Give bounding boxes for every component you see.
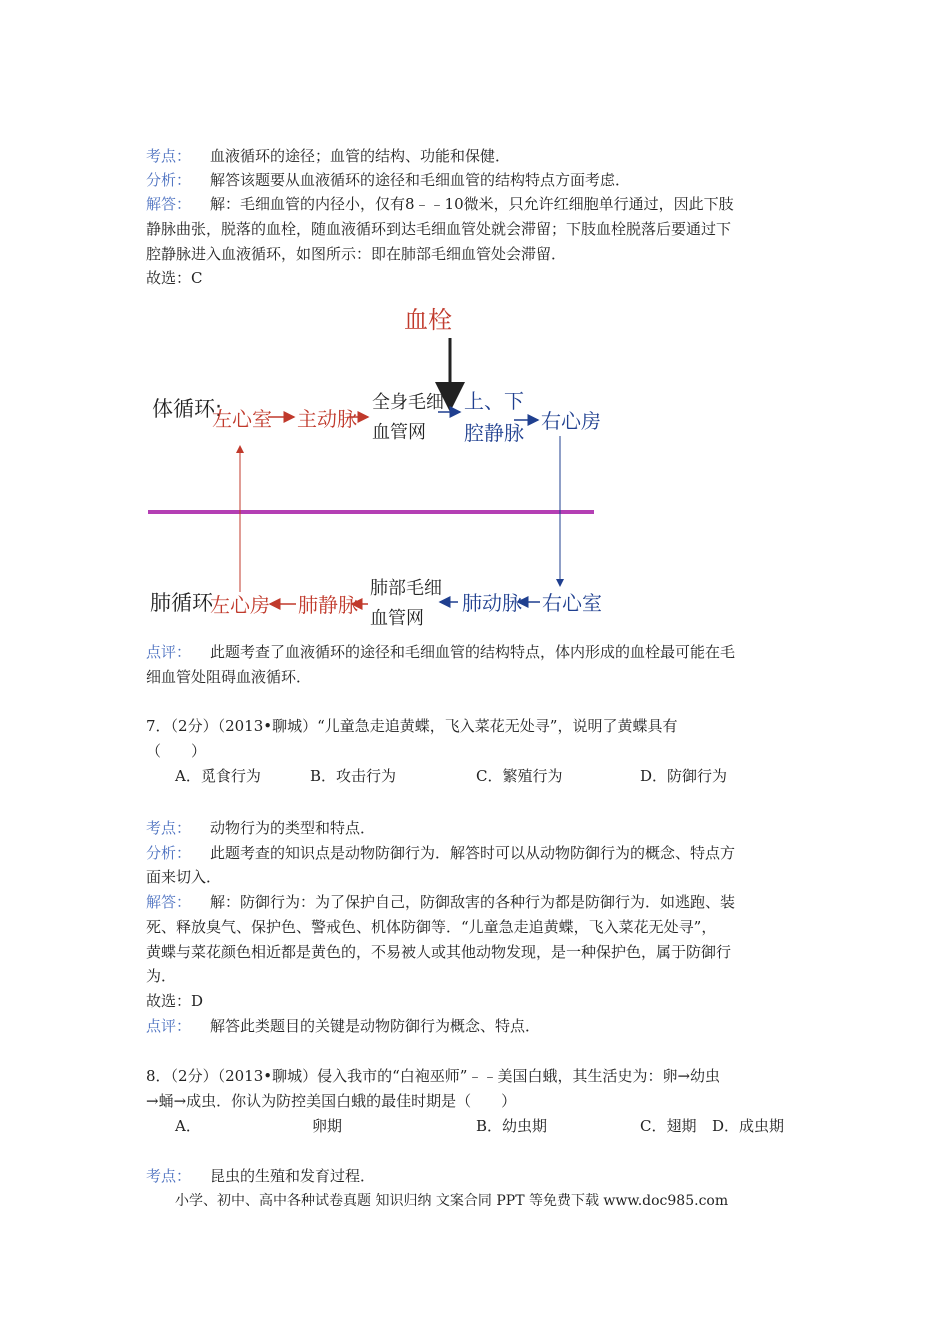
left-atrium: 左心房 bbox=[210, 593, 270, 617]
aorta: 主动脉 bbox=[297, 407, 357, 431]
q8-option-b[interactable]: B．幼虫期 bbox=[476, 1117, 548, 1135]
q7-fenxi-1 bbox=[146, 843, 806, 863]
kaodian-text: 昆虫的生殖和发育过程． bbox=[210, 1167, 376, 1185]
kaodian-text: 血液循环的途径；血管的结构、功能和保健． bbox=[210, 147, 511, 165]
q6-jieda-3: 腔静脉进入血液循环，如图所示：即在肺部毛细血管处会滞留． bbox=[146, 245, 567, 263]
fenxi-label: 分析： bbox=[146, 171, 192, 189]
dianping-text: 解答此类题目的关键是动物防御行为概念、特点． bbox=[210, 1017, 541, 1035]
q7-jieda-3: 黄蝶与菜花颜色相近都是黄色的，不易被人或其他动物发现，是一种保护色，属于防御行 bbox=[146, 943, 732, 961]
q7-fenxi-2: 面来切入． bbox=[146, 868, 222, 886]
fenxi-label: 分析： bbox=[146, 844, 192, 862]
vena-cava-1: 上、下 bbox=[464, 389, 524, 413]
page-footer: 小学、初中、高中各种试卷真题 知识归纳 文案合同 PPT 等免费下载 www.doc985.com bbox=[175, 1193, 729, 1209]
q7-answer: 故选：D bbox=[146, 992, 204, 1010]
q6-kaodian bbox=[146, 146, 806, 166]
q8-option-a-letter[interactable]: A． bbox=[175, 1117, 201, 1135]
q7-option-c[interactable]: C．繁殖行为 bbox=[476, 767, 563, 785]
fenxi-text: 此题考查的知识点是动物防御行为．解答时可以从动物防御行为的概念、特点方 bbox=[210, 844, 736, 862]
left-ventricle: 左心室 bbox=[212, 407, 272, 431]
q7-option-a[interactable]: A．觅食行为 bbox=[175, 767, 261, 785]
jieda-text: 解：防御行为：为了保护自己，防御敌害的各种行为都是防御行为．如逃跑、装 bbox=[210, 893, 736, 911]
jieda-text: 解：毛细血管的内径小，仅有8﹣﹣10微米，只允许红细胞单行通过，因此下肢 bbox=[210, 195, 734, 213]
kaodian-text: 动物行为的类型和特点． bbox=[210, 819, 376, 837]
q7-kaodian bbox=[146, 818, 806, 838]
kaodian-label: 考点： bbox=[146, 1167, 192, 1185]
lung-capillary-1: 肺部毛细 bbox=[370, 578, 442, 599]
kaodian-label: 考点： bbox=[146, 819, 192, 837]
dianping-label: 点评： bbox=[146, 643, 192, 661]
kaodian-label: 考点： bbox=[146, 147, 192, 165]
dianping-label: 点评： bbox=[146, 1017, 192, 1035]
q7-stem-2: （ ） bbox=[146, 742, 207, 760]
q7-option-b[interactable]: B．攻击行为 bbox=[310, 767, 397, 785]
q6-dianping-1 bbox=[146, 642, 806, 662]
q7-dianping bbox=[146, 1016, 806, 1036]
pulmonary-label: 肺循环 bbox=[150, 591, 213, 615]
jieda-label: 解答： bbox=[146, 893, 192, 911]
right-atrium: 右心房 bbox=[541, 409, 601, 433]
pulmonary-vein: 肺静脉 bbox=[298, 593, 358, 617]
lung-capillary-2: 血管网 bbox=[370, 608, 424, 629]
body-capillary-1: 全身毛细 bbox=[372, 392, 444, 413]
vena-cava-2: 腔静脉 bbox=[464, 421, 524, 445]
q7-jieda-1 bbox=[146, 892, 806, 912]
q8-stem-1: 8．（2分）（2013•聊城）侵入我市的“白袍巫师”﹣﹣美国白蛾，其生活史为：卵→幼虫 bbox=[146, 1067, 721, 1085]
q6-fenxi bbox=[146, 170, 806, 190]
q7-jieda-4: 为． bbox=[146, 967, 177, 985]
q7-stem-1: 7．（2分）（2013•聊城）“儿童急走追黄蝶，飞入菜花无处寻”，说明了黄蝶具有 bbox=[146, 717, 678, 735]
fenxi-text: 解答该题要从血液循环的途径和毛细血管的结构特点方面考虑． bbox=[210, 171, 631, 189]
q7-option-d[interactable]: D．防御行为 bbox=[640, 767, 728, 785]
right-ventricle: 右心室 bbox=[542, 591, 602, 615]
body-capillary-2: 血管网 bbox=[372, 422, 426, 443]
q6-jieda-1 bbox=[146, 194, 806, 214]
q8-option-d[interactable]: D．成虫期 bbox=[712, 1117, 785, 1135]
q6-jieda-2: 静脉曲张，脱落的血栓，随血液循环到达毛细血管处就会滞留；下肢血栓脱落后要通过下 bbox=[146, 220, 732, 238]
q8-stem-2: →蛹→成虫．你认为防控美国白蛾的最佳时期是（ ） bbox=[146, 1092, 517, 1110]
q8-kaodian bbox=[146, 1166, 806, 1186]
pulmonary-artery: 肺动脉 bbox=[462, 591, 522, 615]
blood-circulation-diagram bbox=[146, 296, 606, 636]
q7-jieda-2: 死、释放臭气、保护色、警戒色、机体防御等．“儿童急走追黄蝶，飞入菜花无处寻”， bbox=[146, 918, 717, 936]
q8-option-c[interactable]: C．翅期 bbox=[640, 1117, 697, 1135]
q8-option-a-text[interactable]: 卵期 bbox=[312, 1117, 343, 1135]
systemic-label: 体循环: bbox=[152, 397, 223, 421]
q6-answer: 故选：C bbox=[146, 269, 203, 287]
thrombus-label: 血栓 bbox=[404, 306, 452, 334]
q6-dianping-2: 细血管处阻碍血液循环． bbox=[146, 668, 312, 686]
dianping-text: 此题考查了血液循环的途径和毛细血管的结构特点，体内形成的血栓最可能在毛 bbox=[210, 643, 736, 661]
jieda-label: 解答： bbox=[146, 195, 192, 213]
